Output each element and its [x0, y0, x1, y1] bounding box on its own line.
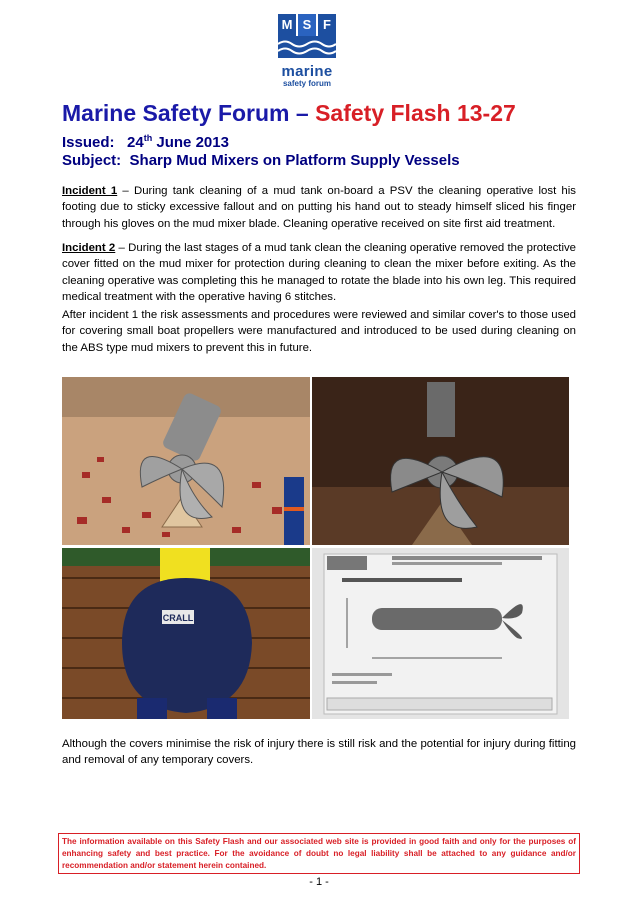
incident-2-text: – During the last stages of a mud tank clean the cleaning operative removed the protective cover fitted on the mud mixer for protection during cleaning to clean the mixer before exiting. As the cleaning operative was completing this he managed to rotate the blade into his own leg. This required medical treatment with the operative having 6 stitches.: [62, 242, 577, 304]
logo-waves-icon: [278, 36, 336, 58]
followup-paragraph: After incident 1 the risk assessments and procedures were reviewed and similar cover's to those used for covering small boat propellers were manufactured and introduced to be used during cleaning on the ABS type mud mixers to prevent this in future.: [62, 309, 576, 354]
photo-mixer-drawing: [312, 548, 569, 719]
issued-suffix: th: [143, 133, 153, 143]
incident-2-paragraph: [62, 240, 576, 306]
issued-day: 24: [127, 134, 144, 151]
photo-grid: [62, 377, 569, 719]
subject-line: [62, 152, 460, 169]
cover-label-text: CRALL: [162, 613, 194, 623]
issued-line: [62, 133, 229, 151]
incident-1-label: Incident 1: [62, 185, 118, 197]
msf-logo: [272, 14, 342, 98]
logo-letter-m: M: [278, 14, 296, 36]
logo-letter-blocks: [278, 14, 342, 36]
closing-paragraph: Although the covers minimise the risk of injury there is still risk and the potential for injury during fitting and removal of any temporary covers.: [62, 738, 576, 767]
photo-mixer-tank-daylight: [62, 377, 310, 545]
subject-label: Subject:: [62, 152, 122, 169]
logo-letter-s: S: [298, 14, 316, 36]
disclaimer-box: The information available on this Safety Flash and our associated web site is provided in good faith and only for the purposes of enhancing safety and best practice. For the avoidance of doubt no legal liability shall be attached to any guidance and/or recommendation and/or statement herein contained.: [58, 833, 580, 874]
logo-text-safety-forum: safety forum: [282, 79, 331, 88]
page-number: - 1 -: [309, 876, 329, 888]
incident-1-paragraph: [62, 183, 576, 232]
logo-letter-f: F: [318, 14, 336, 36]
issued-date: June 2013: [156, 134, 229, 151]
title-flash-number: Safety Flash 13-27: [315, 100, 516, 126]
page-title: [62, 100, 516, 127]
photo-mixer-tank-dark: [312, 377, 569, 545]
incident-2-label: Incident 2: [62, 242, 116, 254]
incident-1-text: – During tank cleaning of a mud tank on-board a PSV the cleaning operative lost his footing due to sticky excessive fallout and on putting his hand out to steady himself sliced his finger through his gloves on the mud mixer blade. Cleaning operative received on site first aid treatment.: [62, 185, 576, 230]
logo-text-marine: marine: [281, 63, 333, 80]
issued-label: Issued:: [62, 134, 115, 151]
photo-protective-cover: [62, 548, 310, 719]
subject-text: Sharp Mud Mixers on Platform Supply Vessels: [129, 152, 460, 169]
title-forum: Marine Safety Forum –: [62, 100, 316, 126]
